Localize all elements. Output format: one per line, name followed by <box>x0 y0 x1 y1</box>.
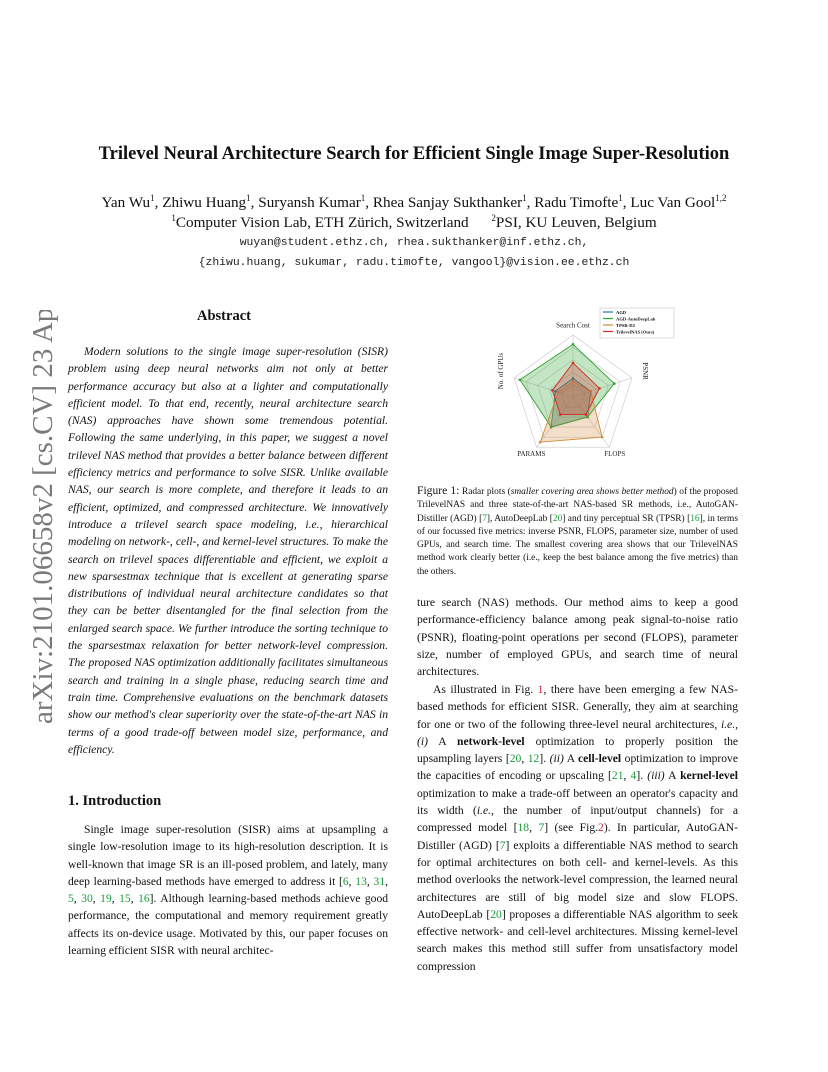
body-paragraph: ture search (NAS) methods. Our method aims to keep a good performance-efficiency balance among peak signal-to-noise ratio (PSNR), floating-point operations per second (FLOPS), parameter size, number of employed GPUs, and search time of neural architectures. <box>417 596 738 679</box>
intro-paragraph: Single image super-resolution (SISR) aims at upsampling a single low-resolution image to its high-resolution description. It is well-known that image SR is an ill-posed problem, and lately, many deep learning-based methods have emerged to address it [6, 13, 31, 5, 30, 19, 15, 16]. Although learning-based methods achieve good performance, the computational and memory requirement greatly affects its on-device usage. Motivated by this, our paper focuses on learning efficient SISR with neural architec- <box>68 823 389 958</box>
radar-legend-label: AGD <box>616 309 627 315</box>
citation-link[interactable]: 5 <box>68 892 74 906</box>
radar-legend-label: AGD-AutoDeepLab <box>616 316 656 322</box>
citation-link[interactable]: 18 <box>517 821 530 835</box>
arxiv-sidebar <box>8 310 68 730</box>
radar-point <box>551 389 554 392</box>
radar-axis-label: FLOPS <box>604 450 626 459</box>
abstract-body: Modern solutions to the single image super-resolution (SISR) problem using deep neural networks aim not only at better performance accuracy but also at a lighter and computationally efficient model. To that end, recently, neural architecture search (NAS) approaches have shown some tremendous potential. Following the same underlying, in this paper, we suggest a novel trilevel NAS method that provides a better balance between different efficiency metrics and performance to solve SISR. Unlike available NAS, our search is more complete, and therefore it leads to an efficient, optimized, and compressed architecture. We innovatively introduce a trilevel search space modeling, i.e., hierarchical modeling on network-, cell-, and kernel-level structures. To make the search on trilevel spaces differentiable and efficient, we exploit a new sparsestmax technique that is excellent at generating sparse distributions of individual neural architecture candidates so that they can be better disentangled for the final selection from the enlarged search space. We further introduce the sorting technique to the sparsestmax relaxation for better network-level compression. The proposed NAS optimization additionally facilitates simultaneous search and training in a single phase, reducing search time and train time. Comprehensive evaluations on the benchmark datasets show our method's clear superiority over the state-of-the-art NAS in terms of a good trade-off between model size, performance, and efficiency. <box>68 345 388 756</box>
radar-axis-label: PARAMS <box>517 450 546 459</box>
citation-link[interactable]: 12 <box>527 752 540 766</box>
figure-caption: Figure 1: Radar plots (smaller covering area shows better method) of the proposed TrilevelNAS and three state-of-the-art NAS-based SR methods, i.e., AutoGAN-Distiller (AGD) [7], AutoDeepLab [20] and tiny perceptual SR (TPSR) [16], in terms of our focussed five metrics: inverse PSNR, FLOPS, parameter size, number of used GPUs, and search time. The smallest covering area shows that our TrilevelNAS method work clearly better (i.e., keep the best balance among the five metrics) than the others. <box>417 484 738 577</box>
author: Yan Wu$^1$ <box>101 192 155 211</box>
citation-link[interactable]: 6 <box>342 874 349 888</box>
radar-point <box>584 413 587 416</box>
citation-link[interactable]: 4 <box>630 769 637 783</box>
radar-point <box>519 378 522 381</box>
author: Luc Van Gool$^{1,2}$ <box>630 192 727 211</box>
citation-link[interactable]: 16 <box>690 513 700 524</box>
citation-link[interactable]: 31 <box>373 874 386 888</box>
affiliations <box>40 213 788 233</box>
author-list: Yan Wu$^1$, Zhiwu Huang$^1$, Suryansh Kumar$^1$, Rhea Sanjay Sukthanker$^1$, Radu Timofte$^1$, Luc Van Gool$^{1,2}$ <box>101 192 727 211</box>
email-line: wuyan@student.ethz.ch, rhea.sukthanker@inf.ethz.ch, <box>239 237 589 249</box>
figure-link[interactable]: 2 <box>598 821 604 835</box>
radar-legend-label: TPSR-D2 <box>616 322 635 328</box>
radar-point <box>601 436 604 439</box>
body-paragraph: As illustrated in Fig. 1, there have been emerging a few NAS-based methods for efficient SISR. Generally, they aim at searching for one or two of the following three-level neural architectures, i.e., (i) A network-level optimization to properly position the upsampling layers [20, 12]. (ii) A cell-level optimization to improve the capacities of encoding or upscaling [21, 4]. (iii) A kernel-level optimization to make a trade-off between an operator's capacity and its width (i.e., the number of input/output channels) for a compressed model [18, 7] (see Fig.2). In particular, AutoGAN-Distiller (AGD) [7] exploits a differentiable NAS method to search for optimal architectures on both cell- and kernel-levels. As this method overlooks the network-level compression, the learned neural architectures are still of big model size and slow FLOPS. AutoDeepLab [20] proposes a differentiable NAS algorithm to seek effective network- and cell-level architectures. Missing kernel-level search makes this method still suffer from unsatisfactory model compression <box>417 683 739 973</box>
author: Suryansh Kumar$^1$ <box>258 192 366 211</box>
figure-link[interactable]: 1 <box>537 683 544 696</box>
radar-point <box>572 362 575 365</box>
radar-axis-label: No. of GPUs <box>497 352 506 390</box>
citation-link[interactable]: 7 <box>538 821 545 835</box>
citation-link[interactable]: 20 <box>552 513 563 524</box>
citation-link[interactable]: 19 <box>100 892 112 906</box>
citation-link[interactable]: 20 <box>509 752 522 766</box>
radar-legend-label: TrilevelNAS (Ours) <box>616 329 655 335</box>
radar-point <box>598 387 601 390</box>
radar-chart <box>470 305 675 475</box>
radar-axis-label: Search Cost <box>556 321 590 330</box>
figure-label: Figure 1: <box>417 484 460 497</box>
affiliation: $^1$Computer Vision Lab, ETH Zürich, Switzerland <box>171 212 469 231</box>
paper-title: Trilevel Neural Architecture Search for Efficient Single Image Super-Resolution <box>98 144 730 164</box>
radar-point <box>572 343 575 346</box>
radar-svg <box>470 305 675 475</box>
section-heading: 1. Introduction <box>68 793 162 809</box>
citation-link[interactable]: 20 <box>490 907 502 921</box>
author: Zhiwu Huang$^1$ <box>162 192 251 211</box>
citation-link[interactable]: 21 <box>611 769 624 783</box>
radar-point <box>539 441 542 444</box>
citation-link[interactable]: 16 <box>138 892 150 906</box>
arxiv-id: arXiv:2101.06658v2 [cs.CV] 23 Apr 2021 <box>27 310 59 724</box>
radar-axis-label: PSNR <box>640 362 649 380</box>
citation-link[interactable]: 30 <box>81 892 93 906</box>
affiliation: $^2$PSI, KU Leuven, Belgium <box>491 212 657 231</box>
radar-point <box>613 382 616 385</box>
email-line: {zhiwu.huang, sukumar, radu.timofte, vangool}@vision.ee.ethz.ch <box>198 257 630 269</box>
radar-point <box>559 413 562 416</box>
author: Radu Timofte$^1$ <box>534 192 623 211</box>
citation-link[interactable]: 7 <box>482 513 487 524</box>
citation-link[interactable]: 15 <box>119 892 131 906</box>
author: Rhea Sanjay Sukthanker$^1$ <box>372 192 527 211</box>
abstract-heading: Abstract <box>197 308 251 324</box>
citation-link[interactable]: 13 <box>355 874 367 888</box>
citation-link[interactable]: 7 <box>499 838 506 852</box>
